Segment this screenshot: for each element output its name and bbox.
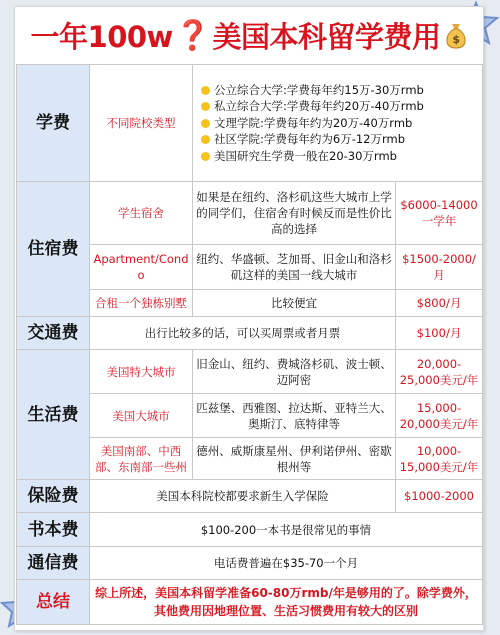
table-row — [17, 350, 483, 394]
category-summary: 总结 — [17, 580, 90, 625]
cost-sheet — [14, 6, 484, 631]
insurance-desc: 美国本科院校都要求新生入学保险 — [90, 480, 396, 513]
housing-desc: 如果是在纽约、洛杉矶这些大城市上学的同学们，住宿舍有时候反而是性价比高的选择 — [193, 182, 396, 245]
bullet-dot-icon — [201, 102, 210, 111]
list-item: 私立综合大学:学费每年约20万-40万rmb — [201, 98, 474, 115]
tuition-list — [193, 65, 483, 182]
living-price: 20,000-25,000美元/年 — [396, 350, 483, 394]
housing-price: $6000-14000一学年 — [396, 182, 483, 245]
money-bag-icon — [445, 21, 467, 49]
living-type: 美国大城市 — [90, 394, 193, 438]
transport-price: $100/月 — [396, 317, 483, 350]
housing-desc: 比较便宜 — [193, 290, 396, 317]
category-transport: 交通费 — [17, 317, 90, 350]
title-part2: 美国本科留学费用 — [212, 19, 441, 54]
table-row — [17, 513, 483, 547]
category-tuition: 学费 — [17, 65, 90, 182]
summary-desc: 综上所述，美国本科留学准备60-80万rmb/年是够用的了。除学费外，其他费用因地理位置、生活习惯费用有较大的区别 — [90, 580, 483, 625]
category-phone: 通信费 — [17, 547, 90, 580]
table-row — [17, 480, 483, 513]
table-row — [17, 182, 483, 245]
list-item: 社区学院:学费每年约为6万-12万rmb — [201, 131, 474, 148]
living-type: 美国南部、中西部、东南部一些州 — [90, 438, 193, 480]
living-desc: 德州、威斯康星州、伊利诺伊州、密歇根州等 — [193, 438, 396, 480]
books-desc: $100-200一本书是很常见的事情 — [90, 513, 483, 547]
living-desc: 匹兹堡、西雅图、拉达斯、亚特兰大、奥斯汀、底特律等 — [193, 394, 396, 438]
housing-price: $1500-2000/月 — [396, 245, 483, 290]
tuition-subcategory: 不同院校类型 — [90, 65, 193, 182]
housing-type: 学生宿舍 — [90, 182, 193, 245]
list-item: 公立综合大学:学费每年约15万-30万rmb — [201, 82, 474, 99]
category-living: 生活费 — [17, 350, 90, 480]
housing-price: $800/月 — [396, 290, 483, 317]
living-desc: 旧金山、纽约、费城洛杉矶、波士顿、迈阿密 — [193, 350, 396, 394]
housing-desc: 纽约、华盛顿、芝加哥、旧金山和洛杉矶这样的美国一线大城市 — [193, 245, 396, 290]
phone-desc: 电话费普遍在$35-70一个月 — [90, 547, 483, 580]
table-row — [17, 580, 483, 625]
housing-type: Apartment/Condo — [90, 245, 193, 290]
table-row — [17, 317, 483, 350]
title-part1: 一年100w — [30, 19, 173, 54]
bullet-dot-icon — [201, 119, 210, 128]
living-price: 10,000-15,000美元/年 — [396, 438, 483, 480]
cost-table — [16, 64, 483, 625]
page-title — [15, 7, 483, 63]
insurance-price: $1000-2000 — [396, 480, 483, 513]
bullet-dot-icon — [201, 152, 210, 161]
list-item: 美国研究生学费一般在20-30万rmb — [201, 148, 474, 165]
list-item: 文理学院:学费每年约为20万-40万rmb — [201, 115, 474, 132]
table-row — [17, 547, 483, 580]
category-housing: 住宿费 — [17, 182, 90, 317]
question-icon: ❓ — [174, 17, 211, 52]
housing-type: 合租一个独栋别墅 — [90, 290, 193, 317]
category-insurance: 保险费 — [17, 480, 90, 513]
svg-text:$: $ — [452, 33, 461, 46]
category-books: 书本费 — [17, 513, 90, 547]
table-row — [17, 65, 483, 182]
living-price: 15,000-20,000美元/年 — [396, 394, 483, 438]
bullet-dot-icon — [201, 86, 210, 95]
bullet-dot-icon — [201, 135, 210, 144]
transport-desc: 出行比较多的话，可以买周票或者月票 — [90, 317, 396, 350]
living-type: 美国特大城市 — [90, 350, 193, 394]
